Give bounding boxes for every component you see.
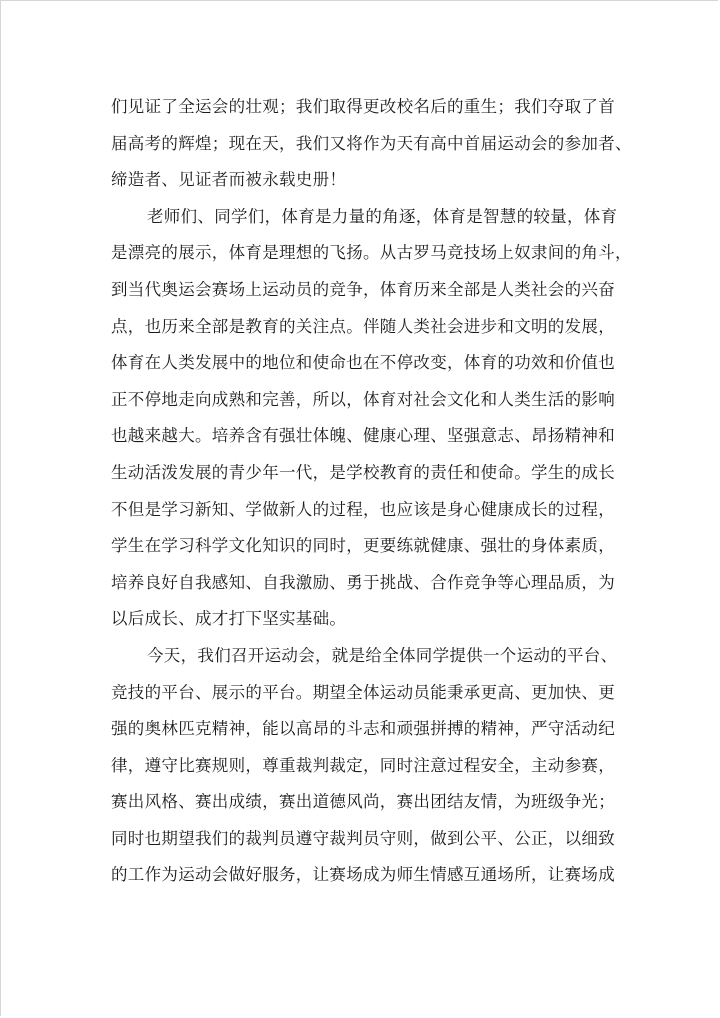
text-line: 到当代奥运会赛场上运动员的竞争，体育历来全部是人类社会的兴奋 [111,279,615,299]
text-line: 的工作为运动会做好服务，让赛场成为师生情感互通场所，让赛场成 [111,865,615,885]
text-line: 也越来越大。培养含有强壮体魄、健康心理、坚强意志、昂扬精神和 [111,426,615,446]
text-line: 竞技的平台、展示的平台。期望全体运动员能秉承更高、更加快、更 [111,682,615,702]
text-line: 届高考的辉煌；现在天，我们又将作为天有高中首届运动会的参加者、 [111,133,632,153]
text-line: 点，也历来全部是教育的关注点。伴随人类社会进步和文明的发展， [111,316,615,336]
text-line: 体育在人类发展中的地位和使命也在不停改变，体育的功效和价值也 [111,353,615,373]
body-text [111,89,632,894]
text-line: 赛出风格、赛出成绩，赛出道德风尚，赛出团结友情，为班级争光； [111,792,615,812]
text-line: 学生在学习科学文化知识的同时，更要练就健康、强壮的身体素质， [111,536,615,556]
text-line: 以后成长、成才打下坚实基础。 [111,609,347,629]
text-line: 不但是学习新知、学做新人的过程，也应该是身心健康成长的过程， [111,499,615,519]
text-line: 是漂亮的展示，体育是理想的飞扬。从古罗马竞技场上奴隶间的角斗， [111,243,632,263]
paragraph-start-line: 今天，我们召开运动会，就是给全体同学提供一个运动的平台、 [147,645,618,665]
text-line: 律，遵守比赛规则，尊重裁判裁定，同时注意过程安全，主动参赛， [111,755,615,775]
text-line: 生动活泼发展的青少年一代，是学校教育的责任和使命。学生的成长 [111,462,615,482]
text-line: 培养良好自我感知、自我激励、勇于挑战、合作竞争等心理品质，为 [111,572,615,592]
text-line: 正不停地走向成熟和完善，所以，体育对社会文化和人类生活的影响 [111,389,615,409]
text-line: 强的奥林匹克精神，能以高昂的斗志和顽强拼搏的精神，严守活动纪 [111,719,615,739]
paragraph-start-line: 老师们、同学们，体育是力量的角逐，体育是智慧的较量，体育 [147,206,618,226]
text-line: 们见证了全运会的壮观；我们取得更改校名后的重生；我们夺取了首 [111,97,615,116]
text-line: 缔造者、见证者而被永载史册！ [111,170,347,190]
text-line: 同时也期望我们的裁判员遵守裁判员守则，做到公平、公正，以细致 [111,828,615,848]
